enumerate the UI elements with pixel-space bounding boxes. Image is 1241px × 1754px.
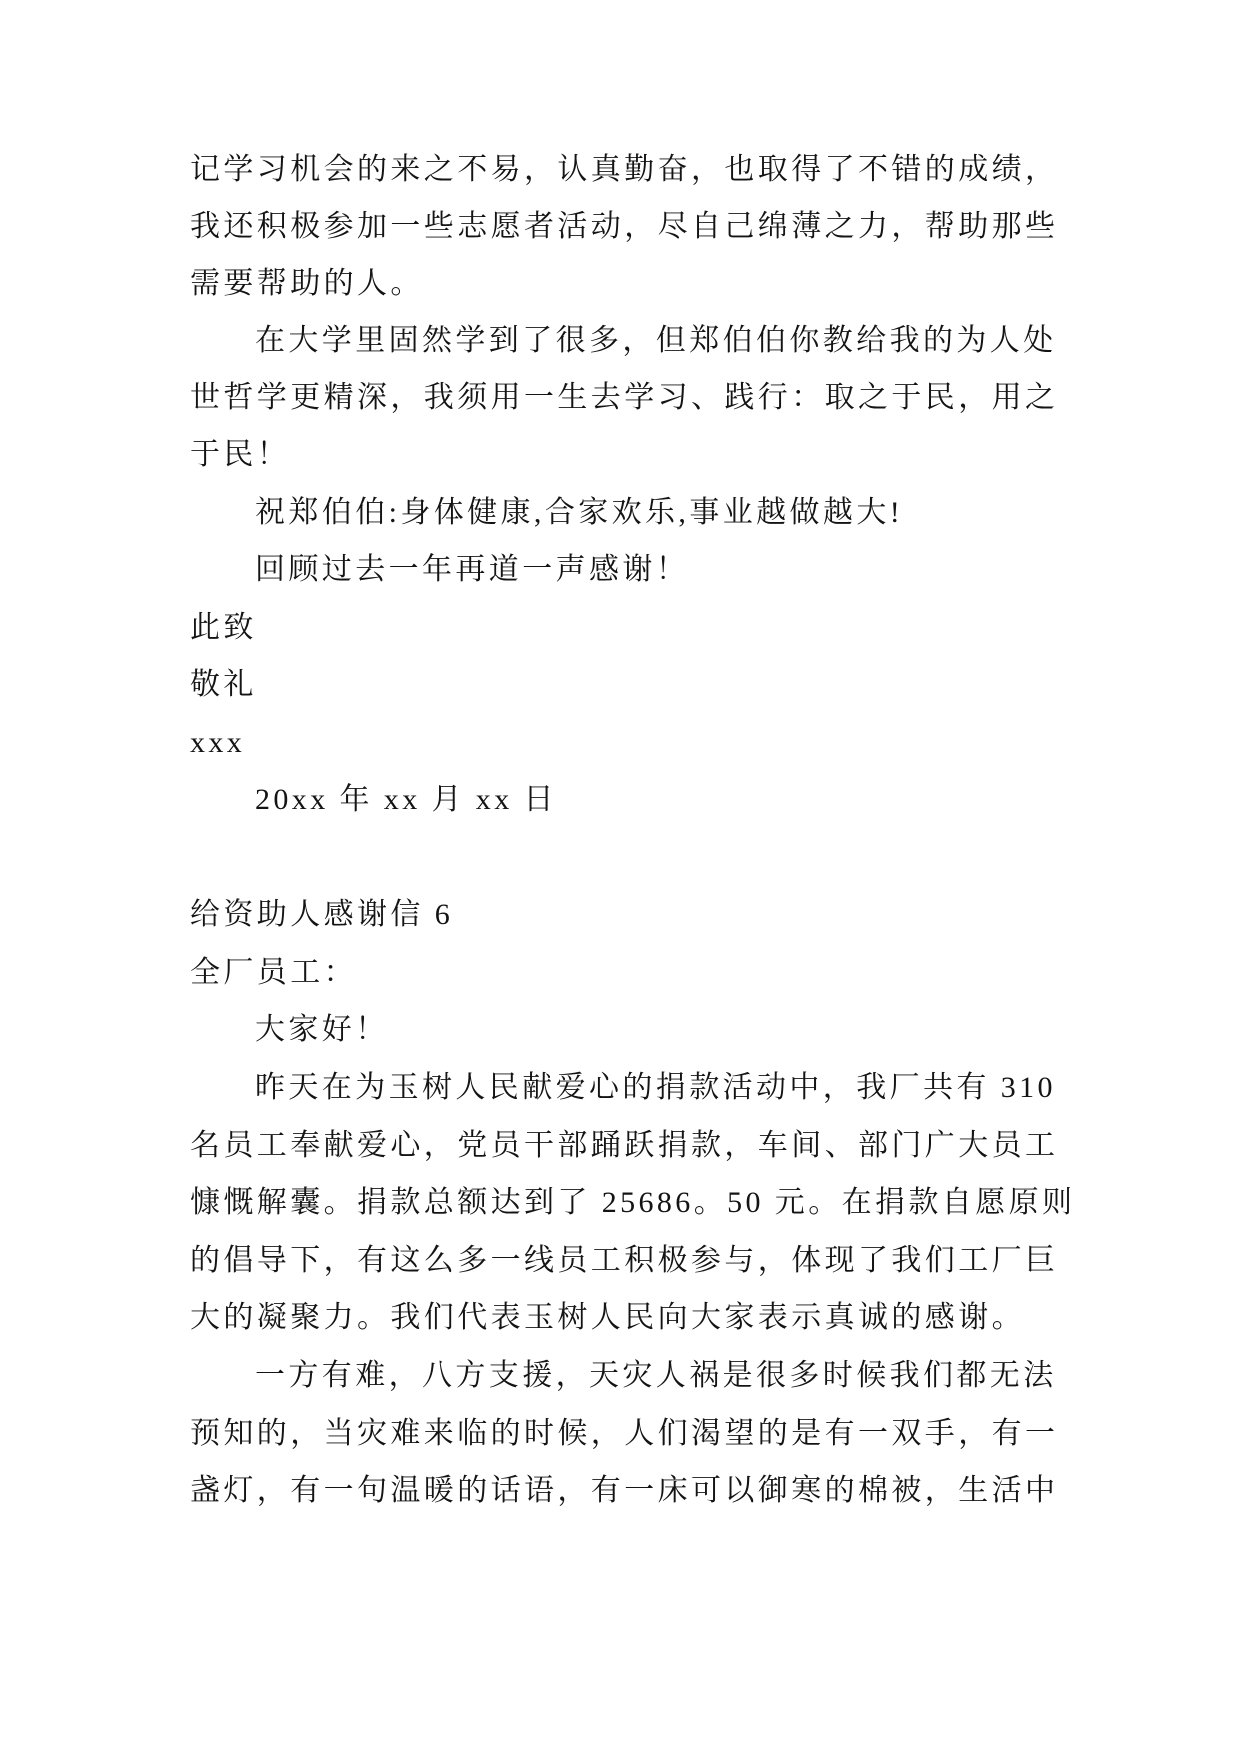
date-line: 20xx 年 xx 月 xx 日 <box>255 783 557 816</box>
closing-line: 此致 <box>190 611 257 644</box>
body-line: 的倡导下，有这么多一线员工积极参与，体现了我们工厂巨 <box>190 1244 1059 1277</box>
addressee: 全厂员工： <box>190 956 357 989</box>
body-line: 昨天在为玉树人民献爱心的捐款活动中，我厂共有 310 <box>255 1071 1056 1104</box>
body-line: 于民！ <box>190 438 291 471</box>
body-line: 世哲学更精深，我须用一生去学习、践行：取之于民，用之 <box>190 381 1059 414</box>
body-line: 我还积极参加一些志愿者活动，尽自己绵薄之力，帮助那些 <box>190 210 1059 243</box>
body-line: 盏灯，有一句温暖的话语，有一床可以御寒的棉被，生活中 <box>190 1474 1059 1507</box>
greeting: 大家好！ <box>255 1013 389 1046</box>
letter-title: 给资助人感谢信 6 <box>190 898 454 931</box>
body-line: 在大学里固然学到了很多，但郑伯伯你教给我的为人处 <box>255 324 1057 357</box>
body-line: 预知的，当灾难来临的时候，人们渴望的是有一双手，有一 <box>190 1417 1059 1450</box>
respects-line: 敬礼 <box>190 668 257 701</box>
body-line: 需要帮助的人。 <box>190 267 424 300</box>
body-line: 一方有难，八方支援，天灾人祸是很多时候我们都无法 <box>255 1359 1057 1392</box>
body-line: 回顾过去一年再道一声感谢！ <box>255 553 690 586</box>
body-line: 名员工奉献爱心，党员干部踊跃捐款，车间、部门广大员工 <box>190 1129 1059 1162</box>
body-line: 大的凝聚力。我们代表玉树人民向大家表示真诚的感谢。 <box>190 1301 1025 1334</box>
signature: xxx <box>190 726 246 759</box>
body-line: 记学习机会的来之不易，认真勤奋，也取得了不错的成绩， <box>190 153 1059 186</box>
body-line: 祝郑伯伯:身体健康,合家欢乐,事业越做越大! <box>255 496 904 529</box>
body-line: 慷慨解囊。捐款总额达到了 25686。50 元。在捐款自愿原则 <box>190 1186 1076 1219</box>
